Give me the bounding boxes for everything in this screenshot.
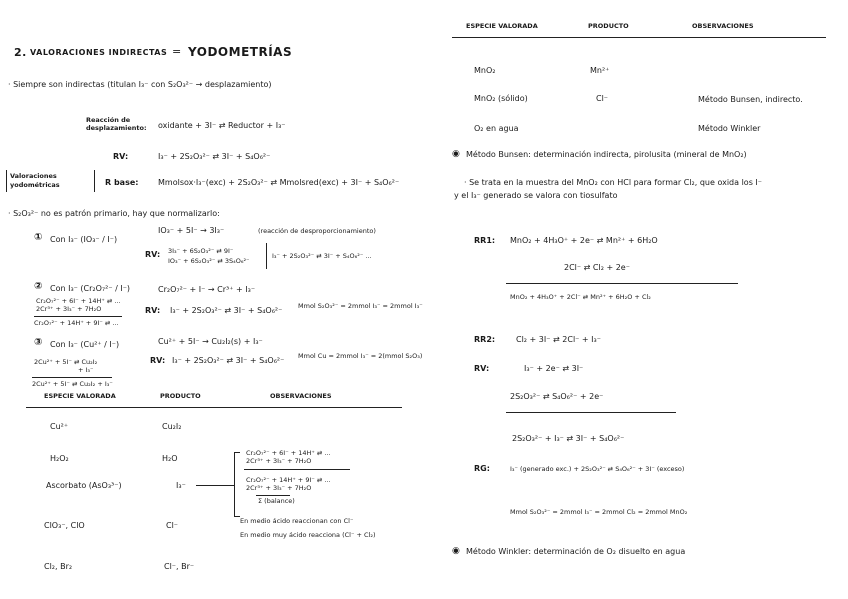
item1-rv-a: 3I₃⁻ + 6S₂O₃²⁻ ⇄ 9I⁻ [168, 247, 234, 255]
right-rv-sum-line [506, 412, 676, 413]
rg-label: RG: [474, 464, 490, 473]
section-title-main: YODOMETRÍAS [188, 45, 293, 59]
item3-rv-label: RV: [150, 356, 166, 365]
side-label-2: yodométricas [10, 181, 60, 189]
normalize-note: · S₂O₃²⁻ no es patrón primario, hay que normalizarlo: [8, 209, 220, 218]
left-table-rule [26, 407, 402, 408]
bracket-a1: Cr₂O₇²⁻ + 6I⁻ + 14H⁺ ⇄ ... [246, 449, 331, 457]
left-row-species: Cl₂, Br₂ [44, 562, 73, 571]
item1-rv-label: RV: [145, 250, 161, 259]
side-bracket [6, 170, 7, 192]
item3-r1: Cu²⁺ + 5I⁻ → Cu₂I₂(s) + I₃⁻ [158, 337, 263, 346]
item3-sub-c: 2Cu²⁺ + 5I⁻ ⇄ Cu₂I₂ + I₃⁻ [32, 380, 113, 388]
item3-label: Con I₃⁻ (Cu²⁺ / I⁻) [50, 340, 120, 349]
bracket-sum-line [256, 495, 290, 496]
item2-marker: ② [34, 281, 43, 292]
item2-sum-line [34, 316, 122, 317]
item1-r1-note: (reacción de desproporcionamiento) [258, 227, 376, 235]
bracket-b2: 2Cr³⁺ + 3I₃⁻ + 7H₂O [246, 484, 312, 492]
side-label-1: Valoraciones [10, 172, 57, 180]
rv-label: RV: [113, 152, 129, 161]
item2-label: Con I₃⁻ (Cr₂O₇²⁻ / I⁻) [50, 284, 131, 293]
item1-rv-b: IO₃⁻ + 6S₂O₃²⁻ ⇄ 3S₄O₆²⁻ [168, 257, 250, 265]
right-rv-line1: I₃⁻ + 2e⁻ ⇄ 3I⁻ [524, 364, 584, 373]
right-table-header-species: ESPECIE VALORADA [466, 22, 538, 30]
rr1-line2: 2Cl⁻ ⇄ Cl₂ + 2e⁻ [564, 263, 630, 272]
item2-sub-c: Cr₂O₇²⁻ + 14H⁺ + 9I⁻ ⇄ ... [34, 319, 119, 327]
section-number: 2. [14, 46, 27, 59]
obs-2: En medio muy ácido reacciona (Cl⁻ + Cl₂) [240, 531, 376, 539]
item1-r1: IO₃⁻ + 5I⁻ → 3I₃⁻ [158, 226, 225, 235]
reaction-eq: oxidante + 3I⁻ ⇄ Reductor + I₃⁻ [158, 121, 286, 130]
right-table-header-product: PRODUCTO [588, 22, 629, 30]
reaction-label: Reacción de desplazamiento: [86, 116, 147, 132]
rr1-label: RR1: [474, 236, 496, 245]
left-row-species: ClO₃⁻, ClO [44, 521, 85, 530]
bracket-divider [244, 469, 350, 470]
item2-r1: Cr₂O₇²⁻ + I⁻ → Cr³⁺ + I₃⁻ [158, 285, 256, 294]
rr2-eq: Cl₂ + 3I⁻ ⇄ 2Cl⁻ + I₃⁻ [516, 335, 601, 344]
intro-text: · Siempre son indirectas (titulan I₃⁻ con S₂O₃²⁻ → desplazamiento) [8, 80, 272, 89]
left-row-species: Ascorbato (AsO₃³⁻) [46, 481, 122, 490]
item2-rv-label: RV: [145, 306, 161, 315]
section-title: VALORACIONES INDIRECTAS [30, 48, 168, 57]
bunsen-marker: ◉ [452, 149, 460, 159]
item1-divider [266, 243, 267, 269]
right-row-species: MnO₂ (sólido) [474, 94, 528, 103]
left-row-species: H₂O₂ [50, 454, 69, 463]
item1-marker: ① [34, 232, 43, 243]
right-row-obs: Método Winkler [698, 124, 761, 133]
bracket-b1: Cr₂O₇²⁻ + 14H⁺ + 9I⁻ ⇄ ... [246, 476, 331, 484]
right-row-species: MnO₂ [474, 66, 496, 75]
bracket-arrow-line [196, 485, 234, 486]
right-rv-sum: 2S₂O₃²⁻ + I₃⁻ ⇄ 3I⁻ + S₄O₆²⁻ [512, 434, 625, 443]
item2-rv: I₃⁻ + 2S₂O₃²⁻ ⇄ 3I⁻ + S₄O₆²⁻ [170, 306, 283, 315]
left-table-header-product: PRODUCTO [160, 392, 201, 400]
rr1-sum: MnO₂ + 4H₃O⁺ + 2Cl⁻ ⇄ Mn²⁺ + 6H₂O + Cl₂ [510, 293, 651, 301]
bunsen-title: Método Bunsen: determinación indirecta, pirolusita (mineral de MnO₂) [466, 150, 747, 159]
item2-sub-b: 2Cr³⁺ + 3I₃⁻ + 7H₂O [36, 305, 102, 313]
left-row-product: I₃⁻ [176, 481, 186, 490]
rv-eq: I₃⁻ + 2S₂O₃²⁻ ⇄ 3I⁻ + S₄O₆²⁻ [158, 152, 271, 161]
left-table-header-species: ESPECIE VALORADA [44, 392, 116, 400]
bunsen-desc-1: · Se trata en la muestra del MnO₂ con HCl para formar Cl₂, que oxida los I⁻ [464, 178, 762, 187]
item1-side: I₃⁻ + 2S₂O₃²⁻ ⇄ 3I⁻ + S₄O₆²⁻ ... [272, 252, 372, 260]
right-row-product: Cl⁻ [596, 94, 609, 103]
rbase-label: R base: [105, 178, 139, 187]
item3-sub-b: + I₃⁻ [78, 366, 94, 374]
left-row-product: Cu₂I₂ [162, 422, 182, 431]
side-bracket-right [94, 170, 95, 192]
right-row-species: O₂ en agua [474, 124, 519, 133]
rg-eq: I₃⁻ (generado exc.) + 2S₂O₃²⁻ ⇄ S₄O₆²⁻ + 3I⁻ (exceso) [510, 465, 685, 473]
right-rv-line2: 2S₂O₃²⁻ ⇄ S₄O₆²⁻ + 2e⁻ [510, 392, 604, 401]
item3-sum-line [32, 377, 112, 378]
bracket-a2: 2Cr³⁺ + 3I₃⁻ + 7H₂O [246, 457, 312, 465]
rr2-label: RR2: [474, 335, 496, 344]
bracket-top [234, 452, 240, 453]
winkler-marker: ◉ [452, 546, 460, 556]
right-table-rule [452, 37, 826, 38]
right-row-product: Mn²⁺ [590, 66, 610, 75]
left-table-header-obs: OBSERVACIONES [270, 392, 332, 400]
item2-side: Mmol S₂O₃²⁻ = 2mmol I₃⁻ = 2mmol I₃⁻ [298, 302, 423, 310]
item3-sub-a: 2Cu²⁺ + 5I⁻ ⇄ Cu₂I₂ [34, 358, 98, 366]
left-row-species: Cu²⁺ [50, 422, 69, 431]
right-rv-label: RV: [474, 364, 490, 373]
section-dash: = [172, 45, 182, 58]
left-row-product: H₂O [162, 454, 178, 463]
left-row-product: Cl⁻ [166, 521, 179, 530]
rr1-sum-line [506, 283, 738, 284]
rr1-line1: MnO₂ + 4H₃O⁺ + 2e⁻ ⇄ Mn²⁺ + 6H₂O [510, 236, 658, 245]
mmol-relation: Mmol S₂O₃²⁻ = 2mmol I₃⁻ = 2mmol Cl₂ = 2mmol MnO₂ [510, 508, 688, 516]
obs-1: En medio ácido reaccionan con Cl⁻ [240, 517, 354, 525]
right-row-obs: Método Bunsen, indirecto. [698, 95, 803, 104]
winkler-title: Método Winkler: determinación de O₂ disuelto en agua [466, 547, 686, 556]
item3-rv: I₃⁻ + 2S₂O₃²⁻ ⇄ 3I⁻ + S₄O₆²⁻ [172, 356, 285, 365]
left-row-product: Cl⁻, Br⁻ [164, 562, 195, 571]
item3-marker: ③ [34, 337, 43, 348]
item3-side: Mmol Cu = 2mmol I₃⁻ = 2(mmol S₂O₃) [298, 352, 423, 360]
item1-label: Con I₃⁻ (IO₃⁻ / I⁻) [50, 235, 118, 244]
bunsen-desc-2: y el I₃⁻ generado se valora con tiosulfato [454, 191, 618, 200]
bracket-vertical [234, 452, 235, 516]
item2-sub-a: Cr₂O₇²⁻ + 6I⁻ + 14H⁺ ⇄ ... [36, 297, 121, 305]
right-table-header-obs: OBSERVACIONES [692, 22, 754, 30]
rbase-eq: Mmolsox·I₃⁻(exc) + 2S₂O₃²⁻ ⇄ Mmolsred(exc) + 3I⁻ + S₄O₆²⁻ [158, 178, 400, 187]
bracket-b3: Σ (balance) [258, 497, 295, 505]
